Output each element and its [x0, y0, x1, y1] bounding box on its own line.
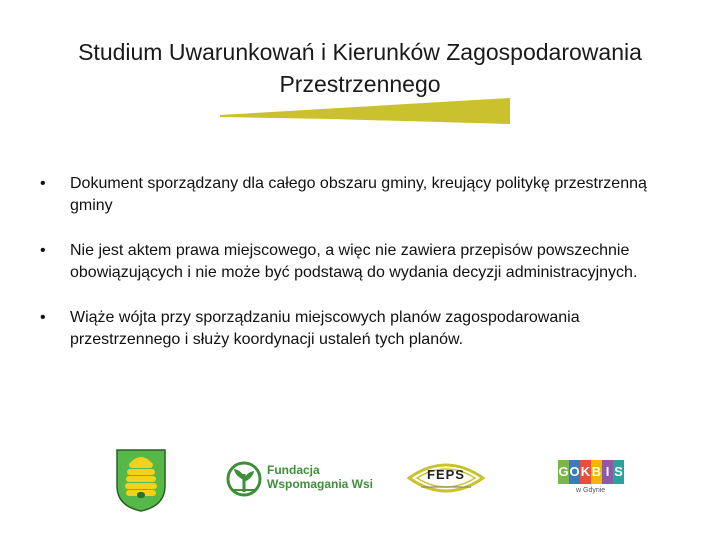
- title-underline-stroke: [220, 98, 512, 126]
- gokbis-letter-i: I: [602, 460, 613, 484]
- gokbis-letter-s: S: [613, 460, 624, 484]
- gokbis-letter-o: O: [569, 460, 580, 484]
- bullet-text: Nie jest aktem prawa miejscowego, a więc nie zawiera przepisów powszechnie obowiązujących i nie może być podstawą do wydania decyzji administracyjnych.: [70, 242, 638, 281]
- gokbis-letter-k: K: [580, 460, 591, 484]
- fundacja-line-1: Fundacja: [267, 463, 320, 477]
- bullet-dot: •: [40, 242, 46, 259]
- gokbis-letter-g: G: [558, 460, 569, 484]
- title-line-2: Przestrzennego: [279, 71, 441, 97]
- beehive-coat-of-arms-icon: [115, 448, 167, 512]
- bullet-dot: •: [40, 309, 46, 326]
- bullet-item: [40, 173, 680, 217]
- fundacja-line-2: Wspomagania Wsi: [267, 477, 374, 491]
- gokbis-logo: [558, 456, 624, 500]
- slide-title: [20, 36, 700, 100]
- bullet-item: [40, 240, 680, 284]
- fundacja-leaf-icon: [225, 460, 263, 498]
- bullet-text: Wiąże wójta przy sporządzaniu miejscowych planów zagospodarowania przestrzennego i służy koordynacji ustaleń tych planów.: [70, 309, 580, 348]
- title-line-1: Studium Uwarunkowań i Kierunków Zagospodarowania: [78, 39, 642, 65]
- gokbis-letter-b: B: [591, 460, 602, 484]
- bullet-dot: •: [40, 175, 46, 192]
- feps-logo: [407, 456, 485, 500]
- bullet-list: [40, 173, 680, 374]
- gokbis-subtext: w Gdynie: [576, 487, 606, 494]
- feps-text: FEPS: [427, 467, 465, 482]
- partner-logos: [95, 440, 655, 526]
- fundacja-wspomagania-wsi-logo: [225, 460, 375, 498]
- bullet-text: Dokument sporządzany dla całego obszaru gminy, kreujący politykę przestrzenną gminy: [70, 175, 647, 214]
- bullet-item: [40, 307, 680, 351]
